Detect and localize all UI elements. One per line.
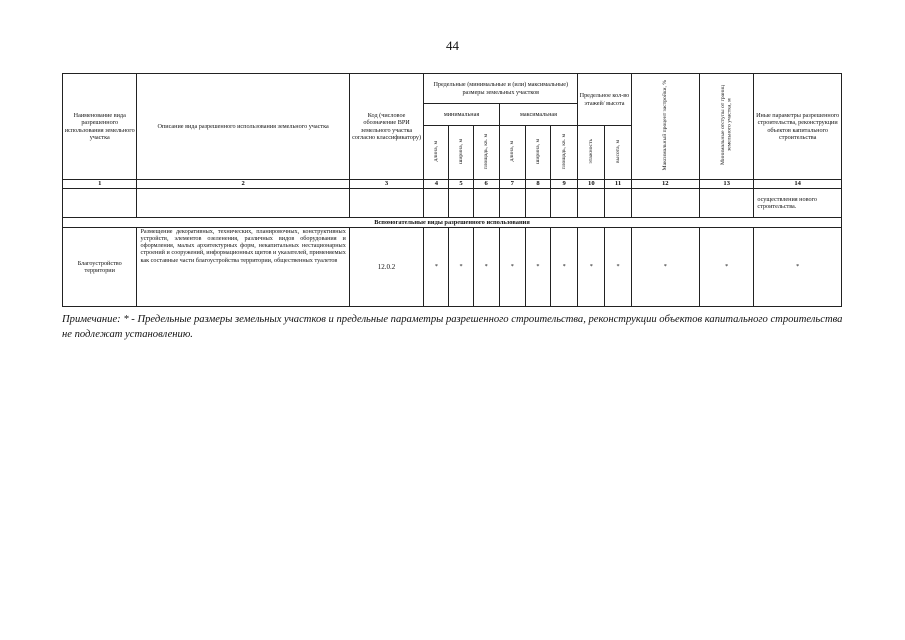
col-number: 11 — [605, 180, 631, 189]
carry-cell — [349, 189, 423, 218]
row-value: * — [473, 228, 499, 307]
col-number: 9 — [551, 180, 578, 189]
header-size-group: Предельные (минимальные и (или) максимальные) размеры земельных участков — [424, 74, 578, 104]
header-name: Наименование вида разрешенного использования земельного участка — [63, 74, 137, 180]
carry-cell — [700, 189, 754, 218]
header-setback: Минимальные отступы от границ земельного участка, м — [700, 74, 754, 180]
col-number: 1 — [63, 180, 137, 189]
carry-cell — [605, 189, 631, 218]
row-value: * — [525, 228, 550, 307]
col-number: 14 — [754, 180, 842, 189]
carry-cell — [449, 189, 473, 218]
header-floors-group: Предельное кол-во этажей/ высота — [578, 74, 631, 126]
col-number: 13 — [700, 180, 754, 189]
col-number: 7 — [499, 180, 525, 189]
header-min-area: площадь, кв. м — [473, 126, 499, 180]
header-min-length: длина, м — [424, 126, 449, 180]
header-max-width: ширина, м — [525, 126, 550, 180]
carry-cell — [631, 189, 699, 218]
row-value: * — [499, 228, 525, 307]
col-number: 10 — [578, 180, 605, 189]
carry-other-text: осуществления нового строительства. — [754, 189, 842, 218]
page-number: 44 — [446, 38, 459, 53]
col-number: 4 — [424, 180, 449, 189]
col-number: 12 — [631, 180, 699, 189]
carry-cell — [525, 189, 550, 218]
carry-cell — [578, 189, 605, 218]
header-description: Описание вида разрешенного использования земельного участка — [137, 74, 349, 180]
col-number: 3 — [349, 180, 423, 189]
carry-cell — [137, 189, 349, 218]
carry-cell — [551, 189, 578, 218]
header-other: Иные параметры разрешенного строительства, реконструкции объектов капитального строительства — [754, 74, 842, 180]
row-name: Благоустройство территории — [63, 228, 137, 307]
col-number: 5 — [449, 180, 473, 189]
carry-cell — [424, 189, 449, 218]
header-height: высота, м — [605, 126, 631, 180]
row-value: * — [605, 228, 631, 307]
section-title: Вспомогательные виды разрешенного использования — [63, 218, 842, 228]
row-value: * — [424, 228, 449, 307]
table-row — [63, 228, 842, 307]
header-min-width: ширина, м — [449, 126, 473, 180]
col-number: 6 — [473, 180, 499, 189]
header-min-group: минимальная — [424, 104, 499, 126]
row-value: * — [700, 228, 754, 307]
col-number: 2 — [137, 180, 349, 189]
carry-cell — [499, 189, 525, 218]
row-code: 12.0.2 — [349, 228, 423, 307]
header-max-length: длина, м — [499, 126, 525, 180]
header-max-group: максимальная — [499, 104, 578, 126]
header-code: Код (числовое обозначение ВРИ земельного участка согласно классификатору) — [349, 74, 423, 180]
row-description: Размещение декоративных, технических, планировочных, конструктивных устройств, элементов озеленения, различных видов оборудования и оформления, малых архитектурных форм, некапитальных нестационарных строений и сооружений, информационных щитов и указателей, применяемых как составные части благоустройства территории, общественных туалетов — [137, 228, 349, 307]
row-value: * — [449, 228, 473, 307]
col-number: 8 — [525, 180, 550, 189]
row-value: * — [578, 228, 605, 307]
row-value: * — [551, 228, 578, 307]
row-value: * — [754, 228, 842, 307]
table-footnote: Примечание: * - Предельные размеры земельных участков и предельные параметры разрешенного строительства, реконструкции объектов капитального строительства не подлежат установлению. — [62, 314, 843, 340]
carry-cell — [63, 189, 137, 218]
header-max-area: площадь, кв. м — [551, 126, 578, 180]
row-value: * — [631, 228, 699, 307]
regulations-table — [62, 73, 842, 307]
header-build-percent: Максимальный процент застройки, % — [631, 74, 699, 180]
carry-cell — [473, 189, 499, 218]
header-floors: этажность — [578, 126, 605, 180]
